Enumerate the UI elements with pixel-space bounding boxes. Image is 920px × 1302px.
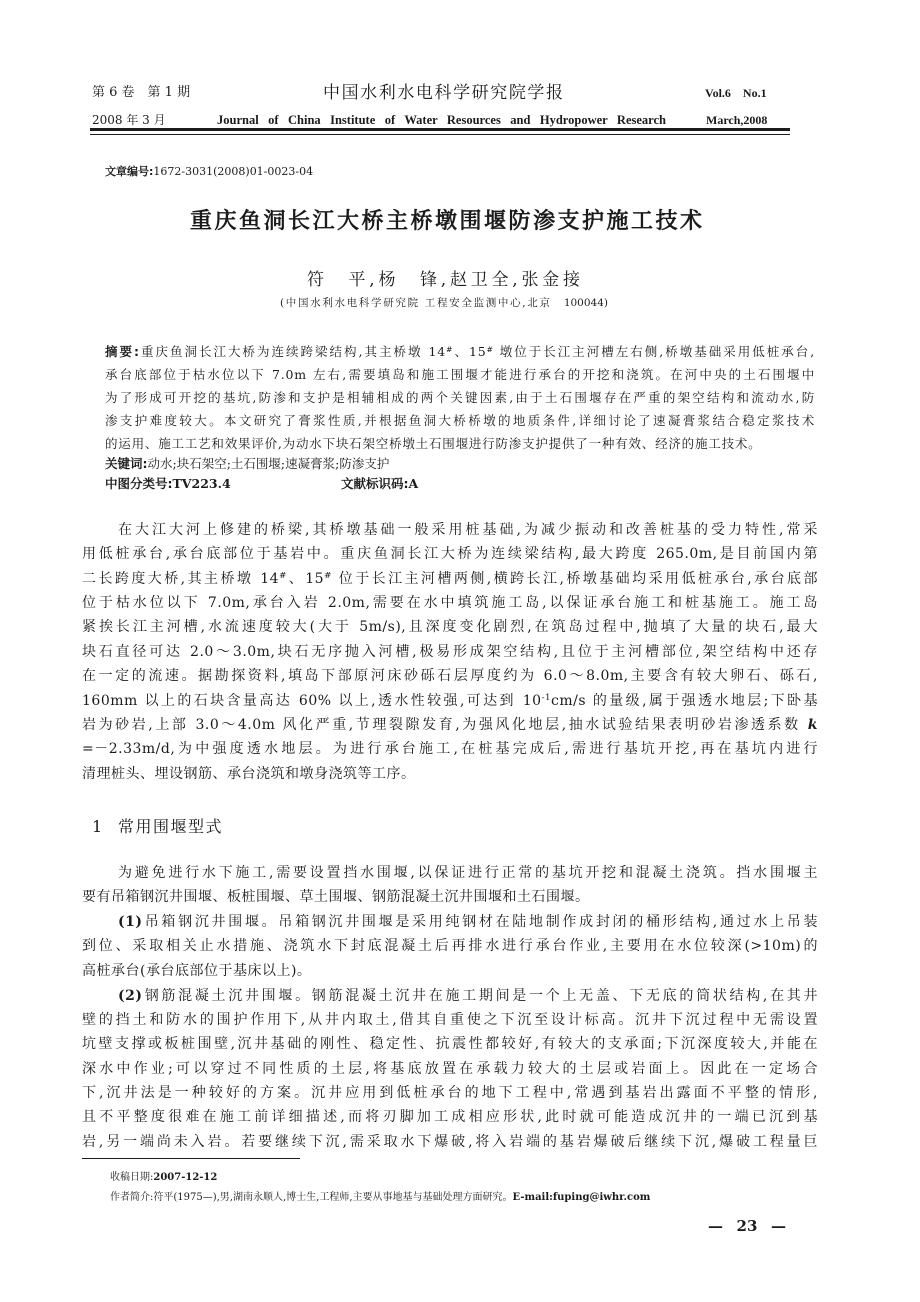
body-line: 为避免进行水下施工,需要设置挡水围堰,以保证进行正常的基坑开挖和混凝土浇筑。挡水围堰主 xyxy=(118,865,818,881)
body-line: 高桩承台(承台底部位于基床以上)。 xyxy=(82,963,312,979)
journal-title-en: Journal of China Institute of Water Resources and Hydropower Research xyxy=(217,113,666,127)
document-code xyxy=(341,474,418,494)
superscript: # xyxy=(324,571,332,582)
keywords-value: 动水;块石架空;土石围堰;速凝膏浆;防渗支护 xyxy=(147,456,390,471)
classification-label: 中图分类号: xyxy=(105,476,173,491)
body-line xyxy=(118,911,818,933)
text-run: 位于长江主河槽两侧,横跨长江,桥墩基础均采用低桩承台,承台底部 xyxy=(331,571,818,587)
article-number-label: 文章编号: xyxy=(105,165,154,178)
variable-k: k xyxy=(807,717,818,733)
text-run: 、15 xyxy=(453,344,487,359)
received-date: 2007-12-12 xyxy=(153,1172,218,1183)
body-line xyxy=(82,568,818,590)
abstract-line: 为了形成可开挖的基坑,防渗和支护是相辅相成的两个关键因素,由于土石围堰存在严重的架空结构和流动水,防 xyxy=(105,390,815,405)
body-line: 用低桩承台,承台底部位于基岩中。重庆鱼洞长江大桥为连续梁结构,最大跨度 265.0m,是目前国内第 xyxy=(82,546,818,562)
body-line: 深水中作业;可以穿过不同性质的土层,将基底放置在承载力较大的土层或岩面上。因此在一定场合 xyxy=(82,1061,818,1077)
text-run: cm/s 的量级,属于强透水地层;下卧基 xyxy=(551,693,818,709)
section-number: 1 xyxy=(92,817,103,836)
body-line: 位于枯水位以下 7.0m,承台入岩 2.0m,需要在水中填筑施工岛,以保证承台施工和桩基施工。施工岛 xyxy=(82,595,818,611)
abstract-line xyxy=(105,342,815,362)
body-line xyxy=(118,985,818,1007)
superscript: # xyxy=(279,571,287,582)
text-run: 160mm 以上的石块含量高达 60% 以上,透水性较强,可达到 10 xyxy=(82,693,542,709)
volume-issue: 第 6 卷 第 1 期 xyxy=(92,85,191,100)
body-line: 壁的挡土和防水的围护作用下,从井内取土,借其自重使之下沉至设计标高。沉井下沉过程中无需设置 xyxy=(82,1012,818,1028)
abstract-line: 承台底部位于枯水位以下 7.0m 左右,需要填岛和施工围堰才能进行承台的开挖和浇筑。在河中央的土石围堰中 xyxy=(105,367,815,382)
article-number xyxy=(105,164,313,180)
document-code-label: 文献标识码: xyxy=(341,476,409,491)
body-line: =－2.33m/d,为中强度透水地层。为进行承台施工,在桩基完成后,需进行基坑开挖,再在基坑内进行 xyxy=(82,741,818,757)
body-line: 要有吊箱钢沉井围堰、板桩围堰、草土围堰、钢筋混凝土沉井围堰和土石围堰。 xyxy=(82,889,590,905)
body-line: 清理桩头、埋设钢筋、承台浇筑和墩身浇筑等工序。 xyxy=(82,766,416,782)
body-line: 到位、采取相关止水措施、浇筑水下封底混凝土后再排水进行承台作业,主要用在水位较深(>10m)的 xyxy=(82,938,818,954)
footnote-author-bio xyxy=(110,1190,810,1206)
item-number: (2) xyxy=(118,988,143,1004)
header-rule-thin xyxy=(90,134,790,135)
text-run: 岩为砂岩,上部 3.0～4.0m 风化严重,节理裂隙发育,为强风化地层,抽水试验结果表明砂岩渗透系数 xyxy=(82,717,808,733)
affiliation: (中国水利水电科学研究院 工程安全监测中心,北京 100044) xyxy=(280,297,608,309)
text-run: 重庆鱼洞长江大桥为连续跨梁结构,其主桥墩 14 xyxy=(139,344,446,359)
body-line: 在一定的流速。据勘探资料,填岛下部原河床砂砾石层厚度约为 6.0～8.0m,主要含有较大卵石、砾石, xyxy=(82,668,818,684)
issue-date-en: March,2008 xyxy=(706,113,768,127)
journal-title-cn: 中国水利水电科学研究院学报 xyxy=(323,83,563,103)
page-number: — 23 — xyxy=(708,1217,786,1235)
item-number: (1) xyxy=(118,914,143,930)
text-run: 、15 xyxy=(286,571,325,587)
superscript: # xyxy=(486,344,494,354)
section-title: 常用围堰型式 xyxy=(118,817,224,836)
body-line xyxy=(82,690,818,712)
author-bio-text: 符平(1975—),男,湖南永顺人,博士生,工程师,主要从事地基与基础处理方面研究。 xyxy=(153,1192,513,1203)
document-code-value: A xyxy=(408,476,419,491)
article-number-value: 1672-3031(2008)01-0023-04 xyxy=(153,165,314,178)
body-line: 且不平整度很难在施工前详细描述,而将刃脚加工成相应形状,此时就可能造成沉井的一端已沉到基 xyxy=(82,1109,818,1125)
abstract-label: 摘要: xyxy=(105,344,140,359)
volume-number-en: Vol.6 No.1 xyxy=(705,86,767,100)
body-line: 岩,另一端尚未入岩。若要继续下沉,需采取水下爆破,将入岩端的基岩爆破后继续下沉,爆破工程量巨 xyxy=(82,1134,818,1150)
footnote-rule xyxy=(82,1158,300,1159)
abstract-line: 渗支护难度较大。本文研究了膏浆性质,并根据鱼洞大桥桥墩的地质条件,详细讨论了速凝膏浆结合稳定浆技术 xyxy=(105,413,815,428)
superscript: -1 xyxy=(541,693,552,704)
abstract-line: 的运用、施工工艺和效果评价,为动水下块石架空桥墩土石围堰进行防渗支护提供了一种有效、经济的施工技术。 xyxy=(105,436,762,451)
keywords xyxy=(105,454,815,474)
body-line xyxy=(82,714,818,736)
footnote-received xyxy=(110,1170,810,1186)
classification-number xyxy=(105,474,231,494)
body-line: 下,沉井法是一种较好的方案。沉井应用到低桩承台的地下工程中,常遇到基岩出露面不平整的情形, xyxy=(82,1085,818,1101)
body-line: 坑壁支撑或板桩围壁,沉井基础的刚性、稳定性、抗震性都较好,有较大的支承面;下沉深度较大,并能在 xyxy=(82,1036,818,1052)
text-run: 钢筋混凝土沉井围堰。钢筋混凝土沉井在施工期间是一个上无盖、下无底的筒状结构,在其井 xyxy=(142,988,818,1004)
body-line: 紧挨长江主河槽,水流速度较大(大于 5m/s),且深度变化剧烈,在筑岛过程中,抛填了大量的块石,最大 xyxy=(82,619,818,635)
body-line: 块石直径可达 2.0～3.0m,块石无序抛入河槽,极易形成架空结构,且位于主河槽部位,架空结构中还存 xyxy=(82,644,818,660)
issue-date-cn: 2008 年 3 月 xyxy=(92,113,166,127)
superscript: # xyxy=(445,344,454,354)
authors: 符 平,杨 锋,赵卫全,张金接 xyxy=(307,270,580,290)
received-label: 收稿日期: xyxy=(110,1172,154,1183)
paper-title: 重庆鱼洞长江大桥主桥墩围堰防渗支护施工技术 xyxy=(190,209,702,234)
text-run: 吊箱钢沉井围堰。吊箱钢沉井围堰是采用纯钢材在陆地制作成封闭的桶形结构,通过水上吊装 xyxy=(142,914,818,930)
author-bio-label: 作者简介: xyxy=(110,1192,154,1203)
header-rule-thick xyxy=(90,128,790,131)
text-run: 墩位于长江主河槽左右侧,桥墩基础采用低桩承台, xyxy=(493,344,815,359)
text-run: 二长跨度大桥,其主桥墩 14 xyxy=(82,571,280,587)
body-line: 在大江大河上修建的桥梁,其桥墩基础一般采用桩基础,为减少振动和改善桩基的受力特性,常采 xyxy=(118,522,818,538)
email-label: E-mail: xyxy=(512,1192,553,1203)
keywords-label: 关键词: xyxy=(105,456,148,471)
email-address: fuping@iwhr.com xyxy=(552,1192,651,1203)
classification-value: TV223.4 xyxy=(172,476,231,491)
